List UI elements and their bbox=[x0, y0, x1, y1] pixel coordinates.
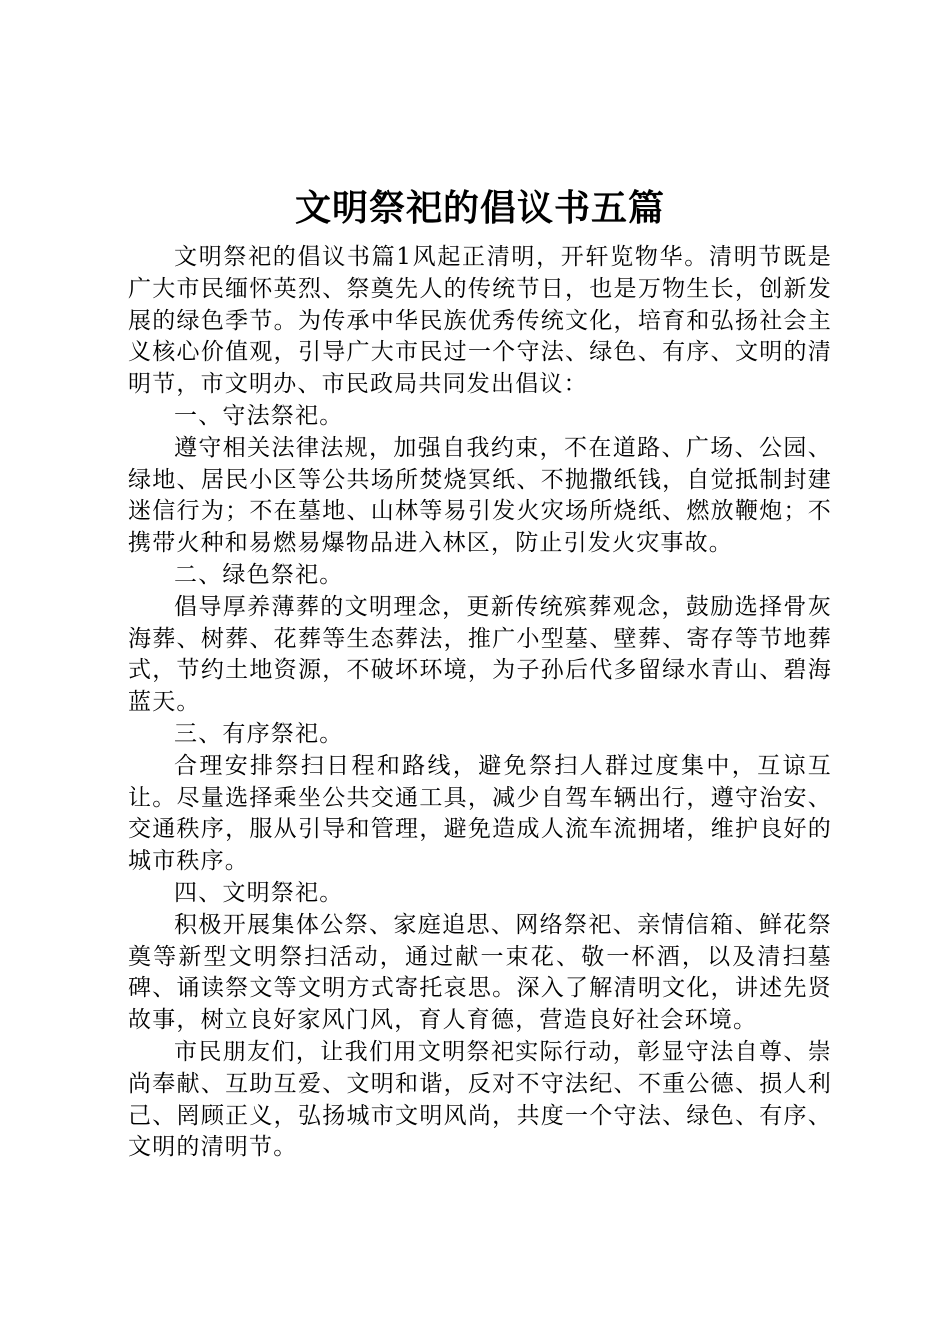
section-heading-orderly: 三、有序祭祀。 bbox=[174, 720, 344, 747]
intro-paragraph: 文明祭祀的倡议书篇1风起正清明，开轩览物华。清明节既是广大市民缅怀英烈、祭奠先人的传统节日，也是万物生长，创新发展的绿色季节。为传承中华民族优秀传统文化，培育和弘扬社会主义核心价值观，引导广大市民过一个守法、绿色、有序、文明的清明节，市文明办、市民政局共同发出倡议： bbox=[128, 244, 832, 398]
section-body-civilized: 积极开展集体公祭、家庭追思、网络祭祀、亲情信箱、鲜花祭奠等新型文明祭扫活动，通过献一束花、敬一杯酒，以及清扫墓碑、诵读祭文等文明方式寄托哀思。深入了解清明文化，讲述先贤故事，树立良好家风门风，育人育德，营造良好社会环境。 bbox=[128, 911, 832, 1034]
document-title: 文明祭祀的倡议书五篇 bbox=[294, 188, 665, 229]
closing-paragraph: 市民朋友们，让我们用文明祭祀实际行动，彰显守法自尊、崇尚奉献、互助互爱、文明和谐，反对不守法纪、不重公德、损人利己、罔顾正义，弘扬城市文明风尚，共度一个守法、绿色、有序、文明的清明节。 bbox=[128, 1038, 832, 1161]
section-heading-green: 二、绿色祭祀。 bbox=[174, 561, 344, 588]
section-body-green: 倡导厚养薄葬的文明理念，更新传统殡葬观念，鼓励选择骨灰海葬、树葬、花葬等生态葬法，推广小型墓、壁葬、寄存等节地葬式，节约土地资源，不破坏环境，为子孙后代多留绿水青山、碧海蓝天。 bbox=[128, 593, 832, 716]
document-page bbox=[128, 180, 832, 1164]
section-body-orderly: 合理安排祭扫日程和路线，避免祭扫人群过度集中，互谅互让。尽量选择乘坐公共交通工具，减少自驾车辆出行，遵守治安、交通秩序，服从引导和管理，避免造成人流车流拥堵，维护良好的城市秩序。 bbox=[128, 752, 832, 875]
section-heading-civilized: 四、文明祭祀。 bbox=[174, 879, 344, 906]
section-body-lawful: 遵守相关法律法规，加强自我约束，不在道路、广场、公园、绿地、居民小区等公共场所焚烧冥纸、不抛撒纸钱，自觉抵制封建迷信行为；不在墓地、山林等易引发火灾场所烧纸、燃放鞭炮；不携带火种和易燃易爆物品进入林区，防止引发火灾事故。 bbox=[128, 434, 832, 557]
section-heading-lawful: 一、守法祭祀。 bbox=[174, 402, 344, 429]
